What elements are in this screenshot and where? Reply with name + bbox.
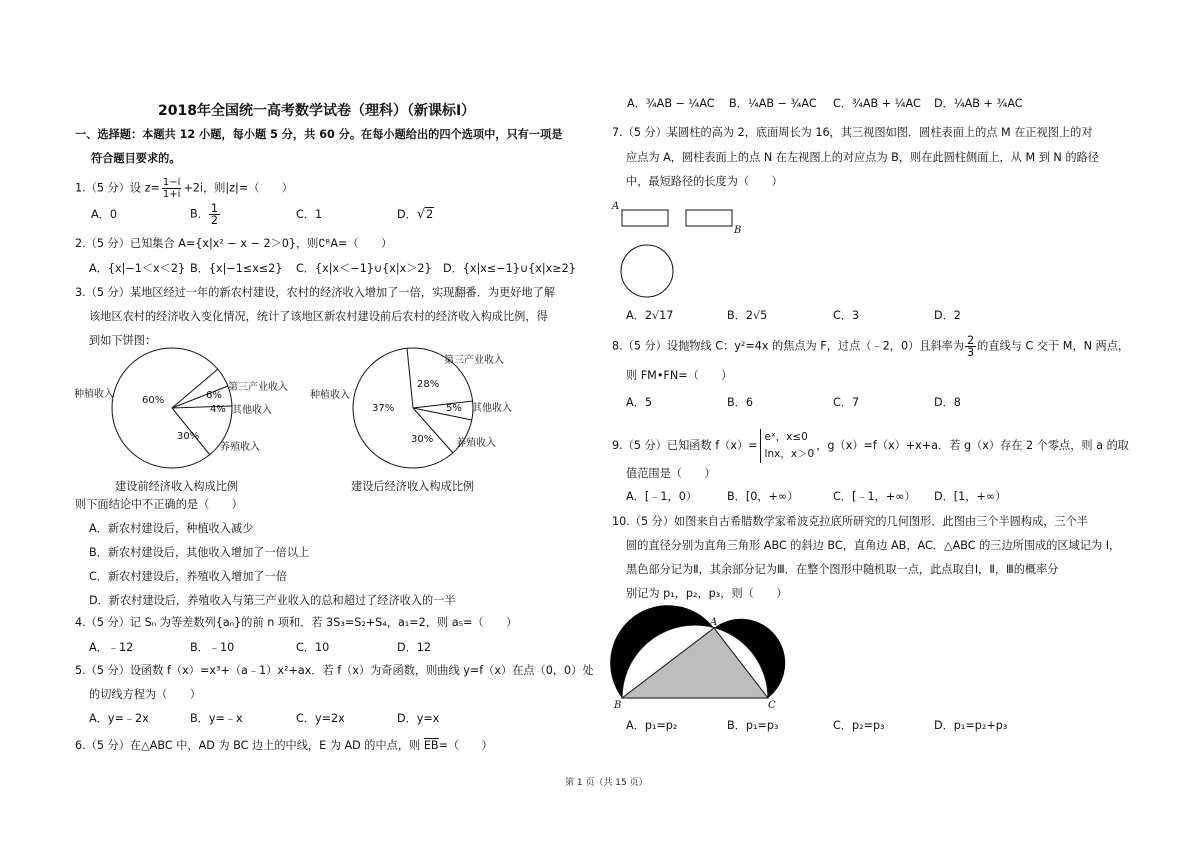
q5-option-d: D．y=x bbox=[397, 712, 440, 725]
pie-before-pct-third: 6% bbox=[206, 390, 222, 401]
pie-after-divider-1 bbox=[407, 348, 413, 408]
q3-line3: 到如下饼图： bbox=[89, 334, 157, 347]
q7-line2: 应点为 A，圆柱表面上的点 N 在左视图上的对应点为 B，则在此圆柱侧面上，从 M 到 N 的路径 bbox=[626, 151, 1099, 164]
q7-three-view-figure bbox=[608, 200, 758, 305]
pie-after-pct-other: 5% bbox=[446, 403, 462, 414]
pie-chart-before bbox=[60, 345, 310, 480]
pie-before-divider-1 bbox=[172, 369, 218, 408]
q10-line4: 别记为 p₁，p₂，p₃，则（ ） bbox=[626, 587, 788, 600]
q3-line2: 该地区农村的经济收入变化情况，统计了该地区新农村建设前后农村的经济收入构成比例，得 bbox=[89, 310, 548, 323]
q3-option-b: B．新农村建设后，其他收入增加了一倍以上 bbox=[89, 546, 310, 559]
q9-stem: 9.（5 分）已知函数 f（x）= eˣ，x≤0 lnx，x＞0 ，g（x）=f（x）+x+a．若 g（x）存在 2 个零点，则 a 的取 bbox=[612, 429, 1129, 463]
q4-option-d: D．12 bbox=[397, 641, 432, 654]
q8-line1: 8.（5 分）设抛物线 C：y²=4x 的焦点为 F，过点（﹣2，0）且斜率为 $\frac{2}{3}$ 的直线与 C 交于 M，N 两点， bbox=[612, 334, 1130, 359]
q1-option-d: D．√2 bbox=[397, 207, 434, 222]
pie-after-pct-plant: 37% bbox=[372, 403, 395, 414]
q7-side-view bbox=[686, 210, 732, 226]
q3-option-c: C．新农村建设后，养殖收入增加了一倍 bbox=[89, 570, 288, 583]
q10-option-b: B．p₁=p₃ bbox=[727, 719, 779, 732]
q5-line1: 5.（5 分）设函数 f（x）=x³+（a﹣1）x²+ax．若 f（x）为奇函数，则曲线 y=f（x）在点（0，0）处 bbox=[75, 664, 594, 677]
q4-option-c: C．10 bbox=[296, 641, 330, 654]
q7-front-view bbox=[622, 210, 668, 226]
q1-stem: 1.（5 分）设 z= $\frac{1-i}{1+i}$ +2i，则|z|=（ ） bbox=[75, 177, 293, 200]
q7-top-view bbox=[621, 245, 673, 297]
q10-line3: 黑色部分记为Ⅱ，其余部分记为Ⅲ．在整个图形中随机取一点，此点取自Ⅰ，Ⅱ，Ⅲ的概率分 bbox=[626, 563, 1059, 576]
pie-after-label-plant: 种植收入 bbox=[310, 390, 350, 401]
q10-label-c: C bbox=[768, 700, 776, 711]
q5-line2: 的切线方程为（ ） bbox=[89, 688, 201, 701]
q8-line2: 则 FM•FN=（ ） bbox=[626, 369, 733, 382]
q10-label-a: A bbox=[710, 617, 718, 628]
q2-option-d: D．{x|x≤−1}∪{x|x≥2} bbox=[443, 262, 576, 275]
pie-after-pct-third: 28% bbox=[417, 379, 440, 390]
q10-option-a: A．p₁=p₂ bbox=[626, 719, 678, 732]
pie-after-caption: 建设后经济收入构成比例 bbox=[351, 480, 475, 493]
pie-before-label-plant: 种植收入 bbox=[74, 389, 114, 400]
pie-before-caption: 建设前经济收入构成比例 bbox=[115, 480, 239, 493]
q9-option-d: D．[1，+∞） bbox=[934, 490, 1007, 503]
q7-label-b: B bbox=[734, 225, 742, 236]
q1-option-c: C．1 bbox=[296, 208, 323, 221]
paper-title: 2018年全国统一高考数学试卷（理科）（新课标Ⅰ） bbox=[158, 103, 476, 119]
pie-before-pct-plant: 60% bbox=[142, 395, 165, 406]
q5-option-b: B．y=﹣x bbox=[190, 712, 243, 725]
q4-option-a: A．﹣12 bbox=[89, 641, 134, 654]
q5-option-c: C．y=2x bbox=[296, 712, 345, 725]
q10-line1: 10.（5 分）如图来自古希腊数学家希波克拉底所研究的几何图形．此图由三个半圆构成，三个半 bbox=[612, 515, 1088, 528]
q2-option-c: C．{x|x＜−1}∪{x|x＞2} bbox=[296, 262, 432, 275]
q2-option-a: A．{x|−1＜x＜2} bbox=[89, 262, 186, 275]
q7-option-a: A．2√17 bbox=[626, 309, 674, 322]
q7-option-d: D．2 bbox=[934, 309, 961, 322]
q7-option-c: C．3 bbox=[833, 309, 860, 322]
q8-option-a: A．5 bbox=[626, 396, 652, 409]
q10-label-b: B bbox=[614, 700, 622, 711]
q1-fraction: $\frac{1-i}{1+i}$ bbox=[162, 177, 181, 200]
q9-option-b: B．[0，+∞） bbox=[727, 490, 799, 503]
q9-line2: 值范围是（ ） bbox=[626, 467, 716, 480]
pie-after-divider-2 bbox=[413, 401, 473, 408]
q4-stem: 4.（5 分）记 Sₙ 为等差数列{aₙ}的前 n 项和．若 3S₃=S₂+S₄，a₁=2，则 a₅=（ ） bbox=[75, 616, 518, 629]
pie-before-pct-breed: 30% bbox=[177, 431, 200, 442]
q10-line2: 圆的直径分别为直角三角形 ABC 的斜边 BC，直角边 AB，AC．△ABC 的三边所围成的区域记为 I， bbox=[626, 539, 1121, 552]
q9-option-c: C．[﹣1，+∞） bbox=[833, 490, 916, 503]
q2-stem: 2.（5 分）已知集合 A={x|x² − x − 2＞0}，则∁ᴿA=（ ） bbox=[75, 237, 393, 250]
q7-label-a: A bbox=[612, 201, 620, 212]
pie-after-pct-breed: 30% bbox=[411, 434, 434, 445]
q8-option-c: C．7 bbox=[833, 396, 860, 409]
q7-line1: 7.（5 分）某圆柱的高为 2，底面周长为 16，其三视图如图．圆柱表面上的点 M 在正视图上的对 bbox=[612, 126, 1093, 139]
q2-option-b: B．{x|−1≤x≤2} bbox=[190, 262, 283, 275]
q9-option-a: A．[﹣1，0） bbox=[626, 490, 698, 503]
q1-option-b: B． $\frac{1}{2}$ bbox=[190, 202, 218, 227]
page-footer: 第 1 页（共 15 页） bbox=[565, 778, 648, 788]
pie-before-label-other: 其他收入 bbox=[232, 405, 272, 416]
pie-after-label-other: 其他收入 bbox=[472, 403, 512, 414]
q1-option-a: A．0 bbox=[91, 208, 117, 221]
q9-piecewise: eˣ，x≤0 lnx，x＞0 bbox=[760, 429, 815, 463]
q4-option-b: B．﹣10 bbox=[190, 641, 235, 654]
q3-option-d: D．新农村建设后，养殖收入与第三产业收入的总和超过了经济收入的一半 bbox=[89, 594, 456, 607]
q6-option-b: B．¼AB − ¾AC bbox=[729, 97, 817, 110]
section-header-line1: 一、选择题：本题共 12 小题，每小题 5 分，共 60 分。在每小题给出的四个选项中，只有一项是 bbox=[75, 128, 563, 141]
pie-after-label-breed: 养殖收入 bbox=[456, 438, 496, 449]
section-header-line2: 符合题目要求的。 bbox=[91, 152, 181, 165]
pie-chart-after bbox=[300, 345, 550, 480]
pie-before-label-breed: 养殖收入 bbox=[220, 442, 260, 453]
pie-before-pct-other: 4% bbox=[210, 404, 226, 415]
q3-option-a: A．新农村建设后，种植收入减少 bbox=[89, 522, 254, 535]
q3-question: 则下面结论中不正确的是（ ） bbox=[75, 498, 243, 511]
q10-option-d: D．p₁=p₂+p₃ bbox=[934, 719, 1008, 732]
q7-line3: 中，最短路径的长度为（ ） bbox=[626, 175, 783, 188]
q3-line1: 3.（5 分）某地区经过一年的新农村建设，农村的经济收入增加了一倍，实现翻番．为更好地了解 bbox=[75, 286, 556, 299]
q7-option-b: B．2√5 bbox=[727, 309, 768, 322]
q6-stem: 6.（5 分）在△ABC 中，AD 为 BC 边上的中线，E 为 AD 的中点，则 EB=（ ） bbox=[75, 739, 493, 752]
q8-option-b: B．6 bbox=[727, 396, 753, 409]
q10-option-c: C．p₂=p₃ bbox=[833, 719, 885, 732]
q8-option-d: D．8 bbox=[934, 396, 961, 409]
pie-before-label-third: 第三产业收入 bbox=[228, 382, 288, 393]
pie-after-label-third: 第三产业收入 bbox=[444, 355, 504, 366]
q6-option-c: C．¾AB + ¼AC bbox=[833, 97, 921, 110]
q6-option-d: D．¼AB + ¾AC bbox=[934, 97, 1023, 110]
q10-hippocrates-figure bbox=[608, 608, 808, 713]
q5-option-a: A．y=﹣2x bbox=[89, 712, 149, 725]
q6-option-a: A．¾AB − ¼AC bbox=[627, 97, 715, 110]
